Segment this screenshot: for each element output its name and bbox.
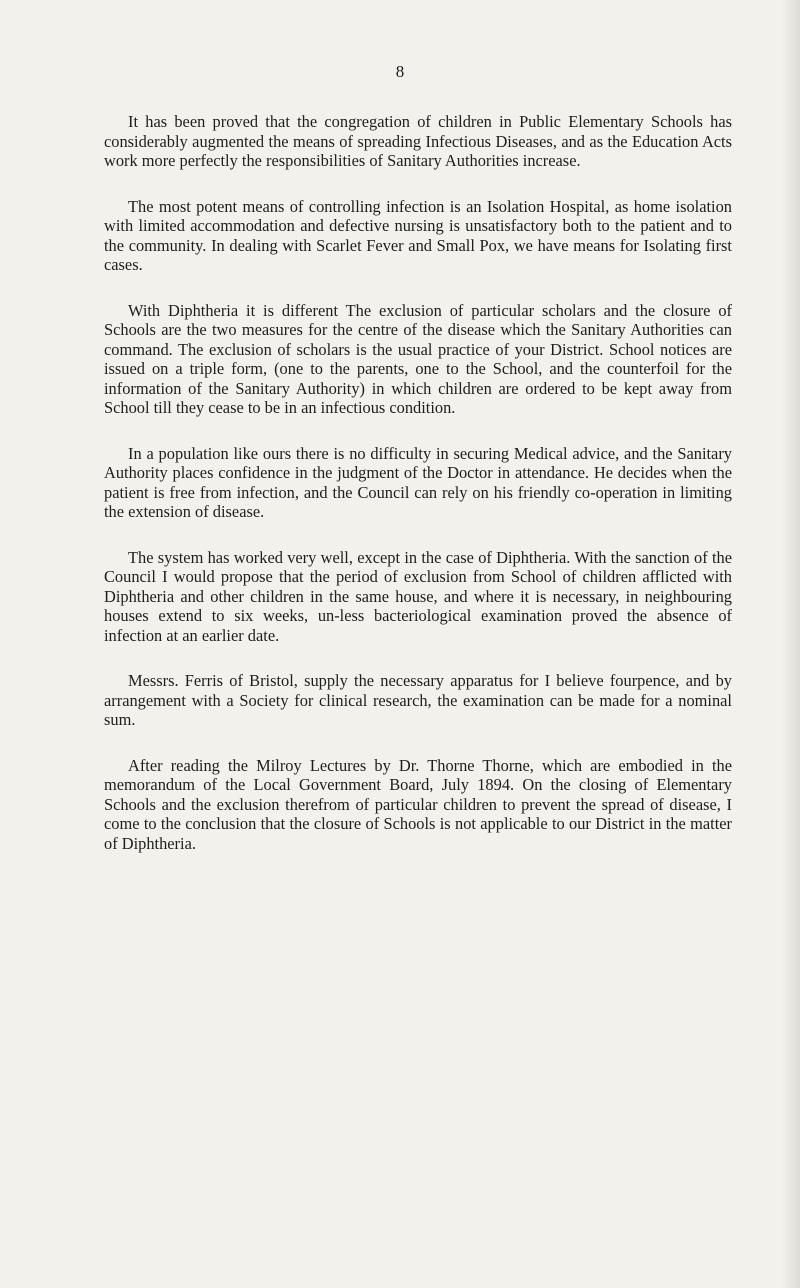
paragraph-2: The most potent means of controlling infection is an Isolation Hospital, as home isolation with limited accommodation and defective nursing is unsatisfactory both to the patient and to the community. In dealing with Scarlet Fever and Small Pox, we have means for Isolating first cases. <box>104 196 732 274</box>
paragraph-7: After reading the Milroy Lectures by Dr. Thorne Thorne, which are embodied in the memorandum of the Local Government Board, July 1894. On the closing of Elementary Schools and the exclusion therefrom of particular children to prevent the spread of disease, I come to the conclusion that the closure of Schools is not applicable to our District in the matter of Diphtheria. <box>104 755 732 853</box>
body-text <box>104 112 732 879</box>
paragraph-6: Messrs. Ferris of Bristol, supply the necessary apparatus for I believe fourpence, and by arrangement with a Society for clinical research, the examination can be made for a nominal sum. <box>104 671 732 729</box>
paragraph-5: The system has worked very well, except in the case of Diphtheria. With the sanction of the Council I would propose that the period of exclusion from School of children afflicted with Diphtheria and other children in the same house, and where it is necessary, in neighbouring houses extend to six weeks, un-less bacteriological examination proved the absence of infection at an earlier date. <box>104 547 732 645</box>
paragraph-4: In a population like ours there is no difficulty in securing Medical advice, and the Sanitary Authority places confidence in the judgment of the Doctor in attendance. He decides when the patient is free from infection, and the Council can rely on his friendly co-operation in limiting the extension of disease. <box>104 443 732 521</box>
paragraph-1: It has been proved that the congregation of children in Public Elementary Schools has considerably augmented the means of spreading Infectious Diseases, and as the Education Acts work more perfectly the responsibilities of Sanitary Authorities increase. <box>104 112 732 170</box>
page-number: 8 <box>395 62 405 81</box>
paragraph-3: With Diphtheria it is different The exclusion of particular scholars and the closure of Schools are the two measures for the centre of the disease which the Sanitary Authorities can command. The exclusion of scholars is the usual practice of your District. School notices are issued on a triple form, (one to the parents, one to the School, and the counterfoil for the information of the Sanitary Authority) in which children are ordered to be kept away from School till they cease to be in an infectious condition. <box>104 300 732 417</box>
page-edge-shadow <box>782 0 800 1288</box>
